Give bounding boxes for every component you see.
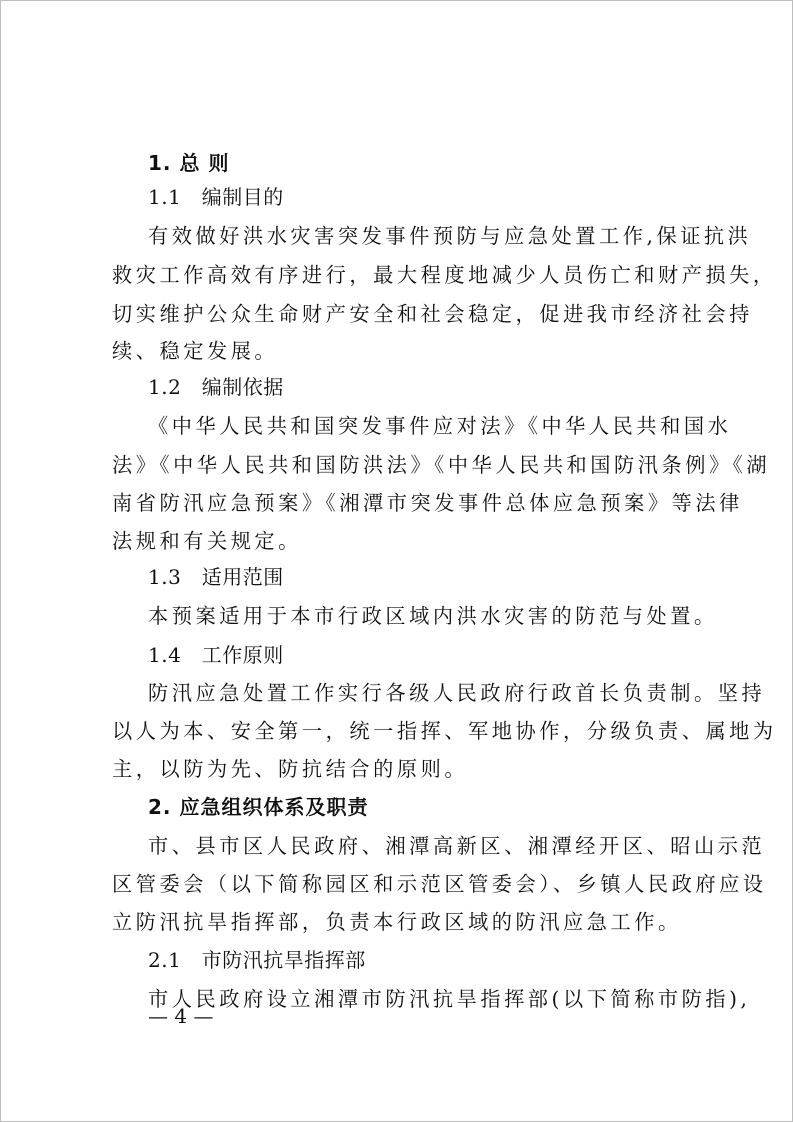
section-2-1-heading: 2.1 市防汛抗旱指挥部 <box>148 948 366 972</box>
paragraph-line: 救灾工作高效有序进行，最大程度地减少人员伤亡和财产损失， <box>112 263 777 287</box>
section-1-heading: 1. 总 则 <box>148 151 230 175</box>
paragraph-line: 区管委会（以下简称园区和示范区管委会）、乡镇人民政府应设 <box>112 872 767 896</box>
paragraph-line: 法规和有关规定。 <box>112 529 302 553</box>
paragraph-line: 本预案适用于本市行政区域内洪水灾害的防范与处置。 <box>148 604 718 628</box>
section-2-heading: 2. 应急组织体系及职责 <box>148 795 369 819</box>
section-1-2-heading: 1.2 编制依据 <box>148 375 284 399</box>
paragraph-line: 南省防汛应急预案》《湘潭市突发事件总体应急预案》等法律 <box>112 491 743 515</box>
section-1-1-heading: 1.1 编制目的 <box>148 185 284 209</box>
paragraph-line: 法》《中华人民共和国防洪法》《中华人民共和国防汛条例》《湖 <box>112 453 771 477</box>
page-number: — 4 — <box>148 1004 214 1028</box>
paragraph-line: 《中华人民共和国突发事件应对法》《中华人民共和国水 <box>148 414 732 438</box>
paragraph-line: 有效做好洪水灾害突发事件预防与应急处置工作,保证抗洪 <box>148 224 752 248</box>
paragraph-line: 防汛应急处置工作实行各级人民政府行政首长负责制。坚持 <box>148 681 766 705</box>
paragraph-line: 立防汛抗旱指挥部，负责本行政区域的防汛应急工作。 <box>112 910 682 934</box>
section-1-4-heading: 1.4 工作原则 <box>148 643 284 667</box>
section-1-3-heading: 1.3 适用范围 <box>148 565 284 589</box>
paragraph-line: 切实维护公众生命财产安全和社会稳定，促进我市经济社会持 <box>112 302 753 326</box>
paragraph-line: 续、稳定发展。 <box>112 339 279 363</box>
paragraph-line: 市人民政府设立湘潭市防汛抗旱指挥部(以下简称市防指), <box>148 987 751 1011</box>
paragraph-line: 以人为本、安全第一，统一指挥、军地协作，分级负责、属地为 <box>112 719 777 743</box>
paragraph-line: 主，以防为先、防抗结合的原则。 <box>112 757 469 781</box>
paragraph-line: 市、县市区人民政府、湘潭高新区、湘潭经开区、昭山示范 <box>148 834 766 858</box>
